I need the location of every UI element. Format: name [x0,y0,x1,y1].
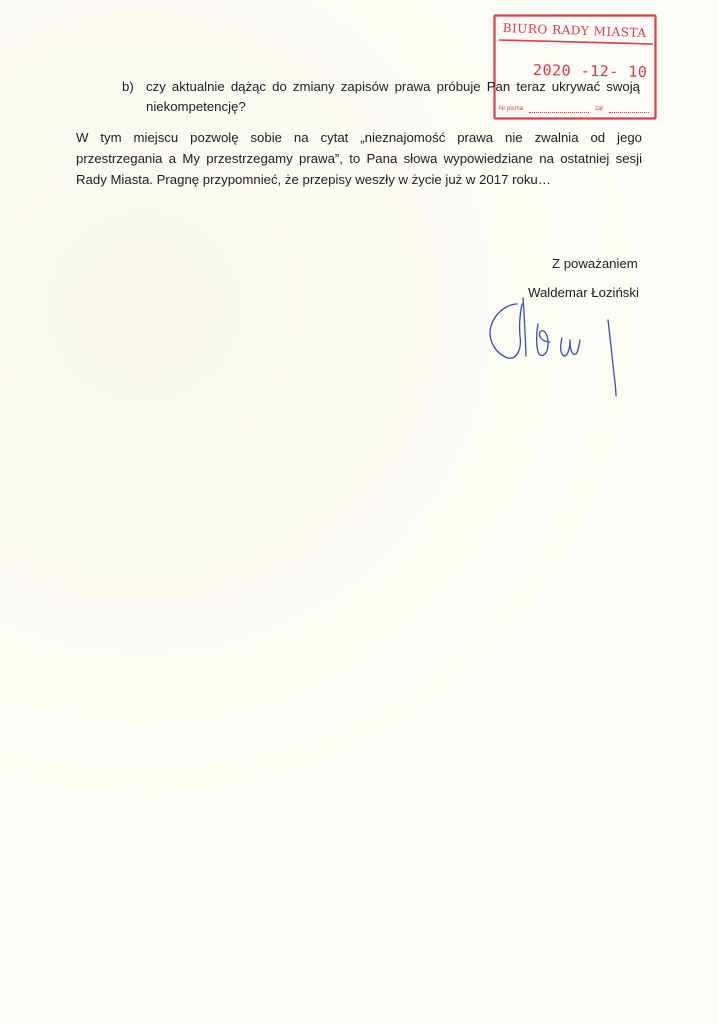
paragraph-line: Rady Miasta. Pragnę przypomnieć, że przepisy weszły w życie już w 2017 roku… [76,172,551,187]
paragraph-line: W tym miejscu pozwolę sobie na cytat „nieznajomość prawa nie zwalnia od jego [76,130,642,145]
body-paragraph [76,127,642,190]
paragraph-line: przestrzegania a My przestrzegamy prawa”, to Pana słowa wypowiedziane na ostatniej sesji [76,151,642,166]
handwritten-signature [480,290,660,400]
stamp-nr-label: Nr pisma [499,106,524,112]
author-name: Waldemar Łoziński [528,285,639,300]
closing-salutation: Z poważaniem [552,256,638,271]
list-marker: b) [122,79,134,94]
list-item-text: czy aktualnie dążąc do zmiany zapisów prawa próbuje Pan teraz ukrywać swoją niekompetencję? [146,79,640,114]
stamp-date: 2020 -12- 10 [532,61,648,81]
stamp-title: BIURO RADY MIASTA [502,21,647,41]
stamp-zal-label: zał [595,106,603,112]
